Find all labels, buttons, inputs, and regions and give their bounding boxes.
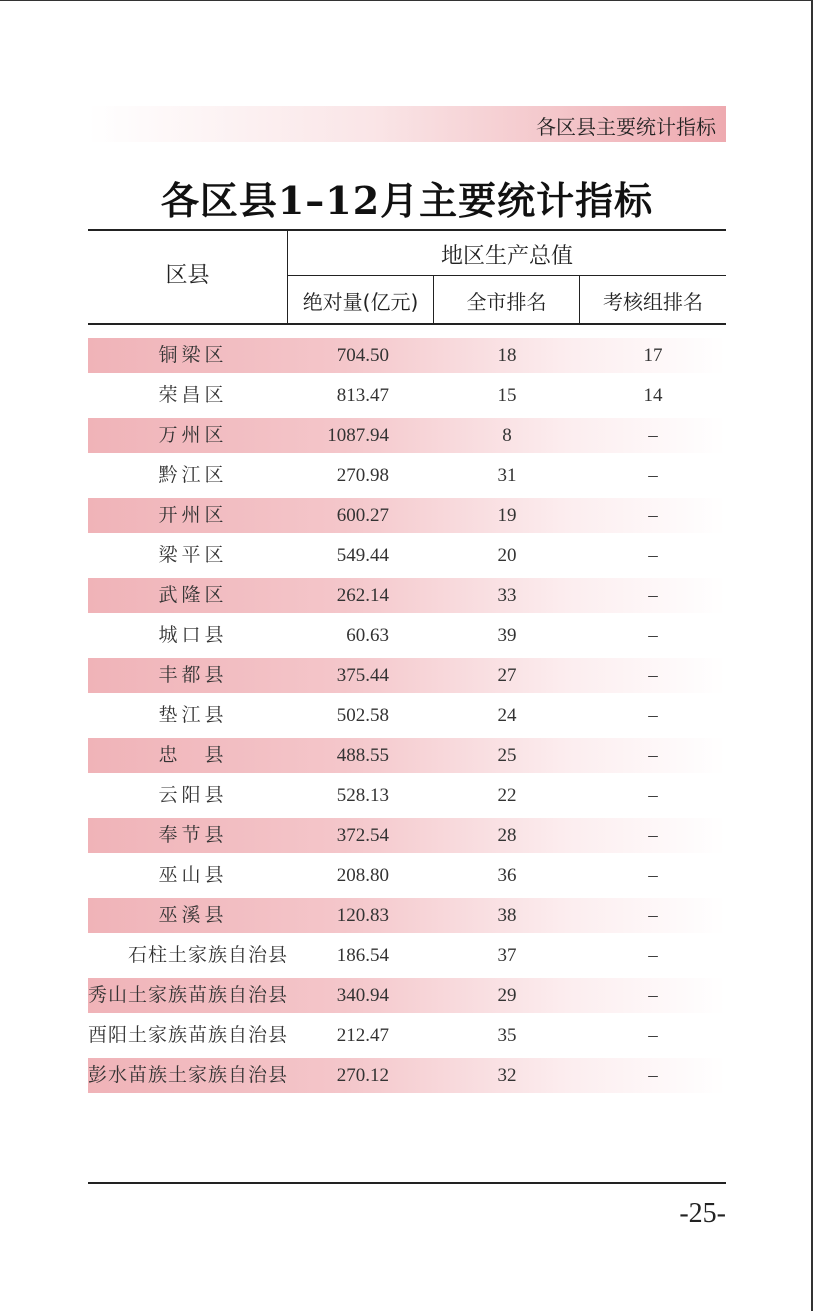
- table-row: [88, 778, 726, 813]
- table-row: [88, 578, 726, 613]
- table-row: [88, 978, 726, 1013]
- header-bottom-rule: [88, 323, 726, 325]
- page-title: 各区县1–12月主要统计指标: [160, 178, 654, 223]
- region-name: 石柱土家族自治县: [127, 944, 288, 966]
- city-rank-value: 18: [497, 345, 517, 366]
- region-name: 巫山县: [158, 864, 228, 886]
- gdp-absolute-value: 704.50: [336, 345, 389, 366]
- table-row: [88, 498, 726, 533]
- header-city-rank: 全市排名: [466, 290, 547, 314]
- table-row: [88, 698, 726, 733]
- gdp-absolute-value: 528.13: [336, 785, 389, 806]
- table-row: [88, 1058, 726, 1093]
- table-row: [88, 738, 726, 773]
- gdp-absolute-value: 1087.94: [327, 425, 389, 446]
- group-rank-value: –: [648, 505, 658, 526]
- region-name: 云阳县: [158, 784, 228, 806]
- header-gdp-group: 地区生产总值: [440, 244, 573, 269]
- group-rank-value: –: [648, 985, 658, 1006]
- table-row: [88, 938, 726, 973]
- city-rank-value: 32: [497, 1065, 517, 1086]
- group-rank-value: –: [648, 1025, 658, 1046]
- region-name: 武隆区: [158, 584, 228, 606]
- table-row: [88, 1018, 726, 1053]
- header-absolute: 绝对量(亿元): [302, 290, 419, 314]
- city-rank-value: 33: [497, 585, 517, 606]
- region-name: 黔江区: [158, 464, 228, 486]
- gdp-absolute-value: 120.83: [336, 905, 389, 926]
- city-rank-value: 28: [497, 825, 517, 846]
- city-rank-value: 19: [497, 505, 517, 526]
- header-region: 区县: [165, 263, 210, 288]
- group-rank-value: –: [648, 465, 658, 486]
- city-rank-value: 29: [497, 985, 517, 1006]
- group-rank-value: –: [648, 1065, 658, 1086]
- city-rank-value: 8: [502, 425, 512, 446]
- city-rank-value: 27: [497, 665, 517, 686]
- gdp-absolute-value: 549.44: [336, 545, 389, 566]
- group-rank-value: 14: [643, 385, 663, 406]
- group-rank-value: –: [648, 425, 658, 446]
- city-rank-value: 25: [497, 745, 517, 766]
- page-border-top: [0, 0, 812, 1]
- city-rank-value: 36: [497, 865, 517, 886]
- group-rank-value: 17: [643, 345, 663, 366]
- gdp-absolute-value: 488.55: [336, 745, 389, 766]
- table-row: [88, 618, 726, 653]
- table-row: [88, 858, 726, 893]
- gdp-absolute-value: 813.47: [336, 385, 389, 406]
- city-rank-value: 37: [497, 945, 517, 966]
- table-row: [88, 818, 726, 853]
- city-rank-value: 39: [497, 625, 517, 646]
- gdp-absolute-value: 60.63: [346, 625, 389, 646]
- region-name: 梁平区: [158, 544, 228, 566]
- region-name: 万州区: [158, 424, 228, 446]
- gdp-absolute-value: 372.54: [336, 825, 389, 846]
- region-name: 秀山土家族苗族自治县: [88, 984, 289, 1006]
- region-name: 荣昌区: [158, 384, 228, 406]
- group-rank-value: –: [648, 545, 658, 566]
- gdp-absolute-value: 340.94: [336, 985, 389, 1006]
- section-header-band: [88, 106, 726, 142]
- gdp-absolute-value: 270.12: [336, 1065, 389, 1086]
- gdp-absolute-value: 208.80: [336, 865, 389, 886]
- group-rank-value: –: [648, 825, 658, 846]
- table-row: [88, 458, 726, 493]
- group-rank-value: –: [648, 665, 658, 686]
- city-rank-value: 15: [497, 385, 517, 406]
- group-header-rule: [287, 275, 726, 276]
- table-row: [88, 658, 726, 693]
- footer-rule: [88, 1182, 726, 1184]
- group-rank-value: –: [648, 785, 658, 806]
- gdp-absolute-value: 270.98: [336, 465, 389, 486]
- table-row: [88, 378, 726, 413]
- table-row: [88, 898, 726, 933]
- table-row: [88, 338, 726, 373]
- region-name: 丰都县: [158, 664, 228, 686]
- table-top-rule: [88, 229, 726, 231]
- region-name: 奉节县: [158, 824, 228, 846]
- section-header-text: 各区县主要统计指标: [536, 115, 716, 139]
- page-number: -25-: [679, 1198, 726, 1229]
- group-rank-value: –: [648, 705, 658, 726]
- gdp-absolute-value: 262.14: [336, 585, 389, 606]
- table-row: [88, 538, 726, 573]
- region-name: 酉阳土家族苗族自治县: [88, 1024, 289, 1046]
- region-name: 铜梁区: [158, 344, 228, 366]
- city-rank-value: 38: [497, 905, 517, 926]
- gdp-absolute-value: 212.47: [336, 1025, 389, 1046]
- region-name: 开州区: [158, 504, 228, 526]
- group-rank-value: –: [648, 745, 658, 766]
- gdp-absolute-value: 600.27: [336, 505, 389, 526]
- region-name: 彭水苗族土家族自治县: [88, 1064, 289, 1086]
- city-rank-value: 24: [497, 705, 517, 726]
- group-rank-value: –: [648, 585, 658, 606]
- group-rank-value: –: [648, 945, 658, 966]
- city-rank-value: 31: [497, 465, 517, 486]
- region-name: 忠 县: [158, 744, 228, 766]
- region-name: 垫江县: [158, 704, 228, 726]
- group-rank-value: –: [648, 625, 658, 646]
- table-row: [88, 418, 726, 453]
- gdp-absolute-value: 375.44: [336, 665, 389, 686]
- region-name: 巫溪县: [158, 904, 228, 926]
- city-rank-value: 35: [497, 1025, 517, 1046]
- region-name: 城口县: [158, 624, 228, 646]
- group-rank-value: –: [648, 905, 658, 926]
- gdp-absolute-value: 186.54: [336, 945, 389, 966]
- group-rank-value: –: [648, 865, 658, 886]
- city-rank-value: 22: [497, 785, 517, 806]
- city-rank-value: 20: [497, 545, 517, 566]
- gdp-absolute-value: 502.58: [336, 705, 389, 726]
- header-group-rank: 考核组排名: [603, 290, 703, 314]
